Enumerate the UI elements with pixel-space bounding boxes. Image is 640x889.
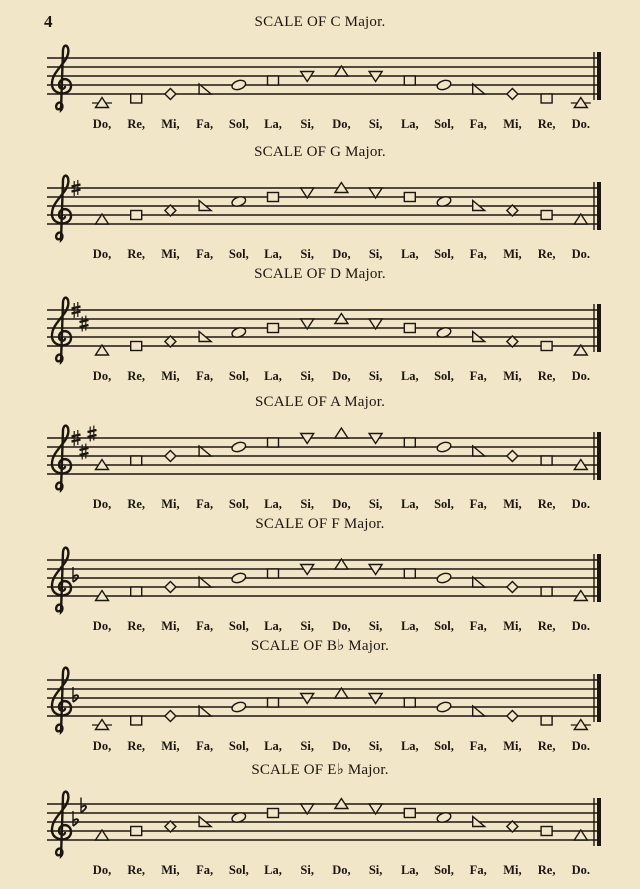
solfege-syllable: La, [264,117,282,131]
solfege-syllable: Si, [300,117,314,131]
solfege-syllable: Do, [92,497,112,511]
music-staff [0,168,640,254]
note-square [268,698,279,707]
scale-notes [96,428,588,470]
solfege-syllable: Fa, [196,619,214,633]
solfege-syllable: La, [400,619,419,633]
note-square [404,76,415,85]
note-diamond [507,89,518,100]
solfege-syllable: La, [400,739,419,753]
note-diamond [165,582,176,593]
solfege-syllable: Do. [571,369,590,383]
solfege-syllable: Sol, [434,117,454,131]
solfege-syllable: Do, [332,863,351,877]
solfege-syllable: Do, [332,497,351,511]
solfege-syllable: La, [264,369,282,383]
solfege-syllable: La, [264,739,282,753]
solfege-syllable: Mi, [503,117,522,131]
note-oval [231,441,247,454]
solfege-syllable: Si, [368,497,383,511]
staff-lines [47,560,600,596]
note-square [404,193,415,202]
solfege-syllable: Fa, [469,619,487,633]
solfege-syllable: Sol, [434,863,454,877]
note-square [268,324,279,333]
scale-title: SCALE OF C Major. [254,14,386,30]
solfege-syllable: Re, [127,619,146,633]
solfege-syllable: Si, [300,247,314,261]
solfege-syllable: La, [400,369,419,383]
solfege-syllable: Sol, [228,369,249,383]
solfege-syllable: Do, [92,863,112,877]
music-staff [0,290,640,376]
sharp-icon [80,444,89,460]
solfege-syllable: Si, [300,369,314,383]
solfege-syllable: Mi, [161,863,180,877]
note-square [541,211,552,220]
solfege-syllable: Si, [300,497,314,511]
note-square [131,587,142,596]
note-oval [436,79,452,92]
music-staff [0,418,640,504]
solfege-syllable: Re, [127,863,146,877]
solfege-syllable: Si, [368,369,383,383]
solfege-syllable: Si, [368,247,383,261]
note-square [404,809,415,818]
solfege-syllable: Re, [537,497,556,511]
music-staff [0,784,640,870]
page-number: 4 [44,12,53,31]
note-oval [231,79,247,92]
solfege-syllable: Mi, [503,739,522,753]
solfege-syllable: Re, [537,619,556,633]
solfege-syllable: Do, [92,369,112,383]
solfege-syllable: Fa, [469,369,487,383]
solfege-syllable: Do. [571,247,590,261]
treble-clef-icon [52,668,71,732]
treble-clef-icon [52,792,71,856]
scale-title: SCALE OF F Major. [255,516,385,532]
solfege-syllable: La, [400,117,419,131]
solfege-syllable: Sol, [228,247,249,261]
solfege-syllable: La, [264,497,282,511]
solfege-syllable: Sol, [434,497,454,511]
solfege-syllable: Do, [332,739,351,753]
solfege-syllable: La, [264,247,282,261]
flat-icon [81,798,86,813]
note-square [268,193,279,202]
solfege-syllable: Do, [92,739,112,753]
solfege-syllable: Fa, [469,739,487,753]
note-square [541,587,552,596]
treble-clef-icon [52,426,71,490]
solfege-syllable: Fa, [196,369,214,383]
note-square [131,716,142,725]
note-square [404,438,415,447]
scale-title: SCALE OF E♭ Major. [251,762,389,778]
solfege-syllable: Mi, [503,619,522,633]
note-square [131,456,142,465]
music-staff [0,540,640,626]
solfege-syllable: Do, [332,247,351,261]
solfege-syllable: Mi, [503,497,522,511]
note-square [404,569,415,578]
solfege-syllable: Re, [127,117,146,131]
solfege-syllable: Mi, [503,247,522,261]
solfege-syllable: Mi, [161,117,180,131]
scale-notes [96,559,588,601]
solfege-syllable: Re, [127,497,146,511]
sharp-icon [80,316,89,332]
note-triangle [335,428,348,438]
note-square [268,809,279,818]
solfege-syllable: Do, [332,117,351,131]
staff-lines [47,804,600,840]
note-square [268,76,279,85]
note-square [541,94,552,103]
scale-title: SCALE OF A Major. [254,394,386,410]
solfege-syllable: La, [400,247,419,261]
solfege-syllable: Do, [92,619,112,633]
solfege-syllable: Re, [127,247,146,261]
note-square [404,698,415,707]
solfege-syllable: Fa, [469,497,487,511]
solfege-syllable: Sol, [228,497,249,511]
solfege-syllable: Sol, [228,619,249,633]
solfege-syllable: Sol, [434,369,454,383]
solfege-syllable: Do. [571,497,590,511]
note-diamond [507,451,518,462]
note-square [131,94,142,103]
solfege-syllable: Re, [127,739,146,753]
solfege-syllable: Re, [127,369,146,383]
solfege-syllable: Fa, [196,739,214,753]
solfege-syllable: Si, [368,117,383,131]
solfege-syllable: Do. [571,117,590,131]
solfege-syllable: Re, [537,739,556,753]
note-square [131,211,142,220]
solfege-syllable: Mi, [161,619,180,633]
solfege-syllable: Do. [571,739,590,753]
note-oval [436,701,452,714]
note-square [541,456,552,465]
solfege-syllable: Sol, [228,117,249,131]
solfege-syllable: La, [264,619,282,633]
sharp-icon [88,426,97,442]
staff-lines [47,680,600,716]
note-diamond [507,582,518,593]
note-oval [436,572,452,585]
music-staff [0,660,640,746]
solfege-syllable: Sol, [434,247,454,261]
solfege-syllable: Re, [537,247,556,261]
solfege-syllable: Fa, [196,247,214,261]
solfege-syllable: Mi, [503,369,522,383]
note-diamond [165,451,176,462]
solfege-syllable: Si, [368,739,383,753]
scale-notes [92,66,591,108]
solfege-syllable: La, [400,497,419,511]
treble-clef-icon [52,548,71,612]
solfege-syllable: Fa, [196,117,214,131]
note-oval [231,701,247,714]
solfege-syllable: Sol, [434,619,454,633]
solfege-syllable: Mi, [161,369,180,383]
note-square [541,827,552,836]
scale-title: SCALE OF G Major. [254,144,386,160]
note-diamond [165,89,176,100]
treble-clef-icon [52,298,71,362]
staff-lines [47,188,600,224]
solfege-syllable: Sol, [228,739,249,753]
solfege-syllable: Do, [92,117,112,131]
solfege-syllable: Re, [537,117,556,131]
scale-notes [92,688,591,730]
solfege-syllable: Fa, [469,117,487,131]
solfege-syllable: Sol, [228,863,249,877]
note-square [541,716,552,725]
solfege-syllable: Sol, [434,739,454,753]
note-oval [436,441,452,454]
music-staff [0,38,640,124]
note-square [268,438,279,447]
note-oval [231,572,247,585]
solfege-syllable: Fa, [196,497,214,511]
solfege-syllable: Do. [571,619,590,633]
solfege-syllable: Do, [332,369,351,383]
treble-clef-icon [52,46,71,110]
scale-title: SCALE OF D Major. [254,266,386,282]
note-square [404,324,415,333]
solfege-syllable: La, [264,863,282,877]
treble-clef-icon [52,176,71,240]
note-square [131,342,142,351]
staff-lines [47,58,600,94]
solfege-syllable: Re, [537,863,556,877]
solfege-syllable: Si, [300,619,314,633]
note-diamond [165,711,176,722]
solfege-syllable: Re, [537,369,556,383]
solfege-syllable: Si, [368,619,383,633]
solfege-syllable: Fa, [469,863,487,877]
note-square [131,827,142,836]
note-square [268,569,279,578]
solfege-syllable: Mi, [161,247,180,261]
solfege-syllable: Do, [92,247,112,261]
note-diamond [507,711,518,722]
solfege-syllable: Si, [368,863,383,877]
solfege-syllable: Do. [571,863,590,877]
solfege-syllable: Si, [300,863,314,877]
solfege-syllable: Fa, [469,247,487,261]
scale-title: SCALE OF B♭ Major. [250,638,390,654]
solfege-syllable: Mi, [161,739,180,753]
solfege-syllable: La, [400,863,419,877]
solfege-syllable: Do, [332,619,351,633]
note-square [541,342,552,351]
solfege-syllable: Mi, [503,863,522,877]
solfege-syllable: Si, [300,739,314,753]
solfege-syllable: Mi, [161,497,180,511]
solfege-syllable: Fa, [196,863,214,877]
